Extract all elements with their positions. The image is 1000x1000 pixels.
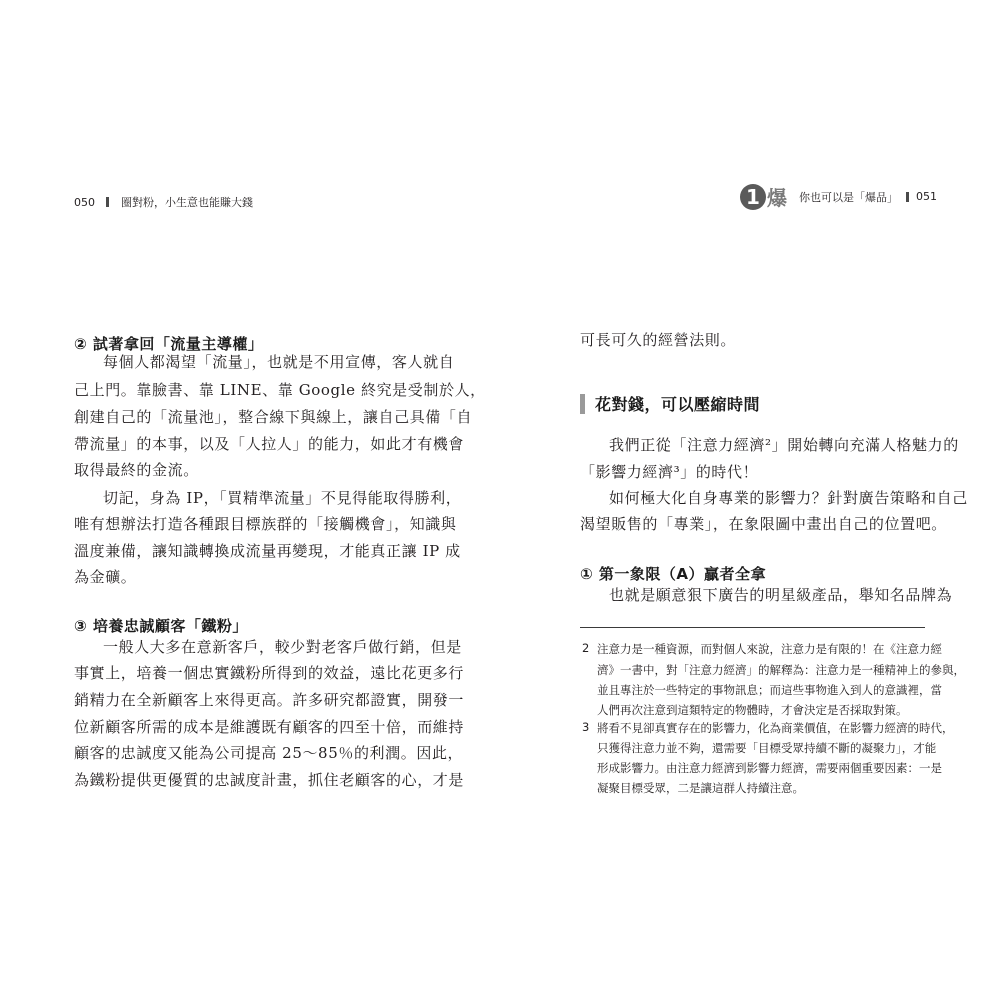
text-line: 帶流量」的本事，以及「人拉人」的能力，如此才有機會 <box>74 435 465 453</box>
right-page-number: 051 <box>916 190 937 203</box>
footnote-number: 2 <box>582 641 590 655</box>
footnote-line: 並且專注於一些特定的事物訊息；而這些事物進入到人的意識裡，當 <box>597 683 942 697</box>
section-marker-bar <box>580 394 585 414</box>
text-line: 一般人大多在意新客戶，較少對老客戶做行銷，但是 <box>103 638 462 656</box>
text-line: 位新顧客所需的成本是維護既有顧客的四至十倍，而維持 <box>74 718 465 736</box>
chapter-title: 你也可以是「爆品」 <box>799 190 898 204</box>
header-divider-bar <box>906 192 909 202</box>
text-line: 為鐵粉提供更優質的忠誠度計畫，抓住老顧客的心，才是 <box>74 771 465 789</box>
text-line: 銷精力在全新顧客上來得更高。許多研究都證實，開發一 <box>74 691 465 709</box>
heading-loyal-fans: ③ 培養忠誠顧客「鐵粉」 <box>74 617 248 635</box>
footnote-line: 凝聚目標受眾，二是讓這群人持續注意。 <box>597 781 804 795</box>
header-divider-bar <box>106 197 109 207</box>
footnote-line: 注意力是一種資源，而對個人來說，注意力是有限的！在《注意力經 <box>597 642 942 656</box>
footnote-line: 形成影響力。由注意力經濟到影響力經濟，需要兩個重要因素：一是 <box>597 761 942 775</box>
text-line: 每個人都渴望「流量」，也就是不用宣傳，客人就自 <box>103 353 455 371</box>
left-page-number: 050 <box>74 196 95 209</box>
section-heading-text: 花對錢，可以壓縮時間 <box>595 395 761 414</box>
text-line: 創建自己的「流量池」，整合線下與線上，讓自己具備「自 <box>74 408 473 426</box>
text-line: 為金礦。 <box>74 568 137 586</box>
text-line: 溫度兼備，讓知識轉換成流量再變現，才能真正讓 IP 成 <box>74 542 461 560</box>
footnote-divider <box>580 627 925 628</box>
chapter-number-badge: 1 <box>740 184 766 210</box>
text-line: 「影響力經濟³」的時代！ <box>580 463 759 481</box>
section-heading <box>580 392 760 415</box>
left-running-header <box>74 194 253 210</box>
text-line: 切記，身為 IP，「買精準流量」不見得能取得勝利， <box>103 489 462 507</box>
text-line: 渴望販售的「專業」，在象限圖中畫出自己的位置吧。 <box>580 515 947 533</box>
footnote-line: 人們再次注意到這類特定的物體時，才會決定是否採取對策。 <box>597 703 908 717</box>
heading-quadrant-a: ① 第一象限（A）贏者全拿 <box>580 565 767 583</box>
book-title: 圈對粉，小生意也能賺大錢 <box>121 196 253 209</box>
text-line: 如何極大化自身專業的影響力？針對廣告策略和自己 <box>609 489 968 507</box>
text-line: 顧客的忠誠度又能為公司提高 25～85％的利潤。因此， <box>74 744 464 762</box>
footnote-line: 濟》一書中，對「注意力經濟」的解釋為：注意力是一種精神上的參與， <box>597 663 965 677</box>
footnote-line: 只獲得注意力並不夠，還需要「目標受眾持續不斷的凝聚力」，才能 <box>597 741 937 755</box>
text-line: 己上門。靠臉書、靠 LINE、靠 Google 終究是受制於人， <box>74 381 486 399</box>
footnote-line: 將看不見卻真實存在的影響力，化為商業價值，在影響力經濟的時代， <box>597 721 954 735</box>
text-line: 可長可久的經營法則。 <box>580 331 737 349</box>
text-line: 取得最終的金流。 <box>74 461 199 479</box>
text-line: 我們正從「注意力經濟²」開始轉向充滿人格魅力的 <box>609 436 959 454</box>
text-line: 唯有想辦法打造各種跟目標族群的「接觸機會」，知識與 <box>74 515 457 533</box>
text-line: 也就是願意狠下廣告的明星級產品，舉知名品牌為 <box>609 586 953 604</box>
text-line: 事實上，培養一個忠實鐵粉所得到的效益，遠比花更多行 <box>74 664 465 682</box>
chapter-keyword: 爆 <box>767 186 787 210</box>
footnote-number: 3 <box>582 720 590 734</box>
heading-reclaim-traffic: ② 試著拿回「流量主導權」 <box>74 335 264 353</box>
right-running-header <box>740 182 937 211</box>
